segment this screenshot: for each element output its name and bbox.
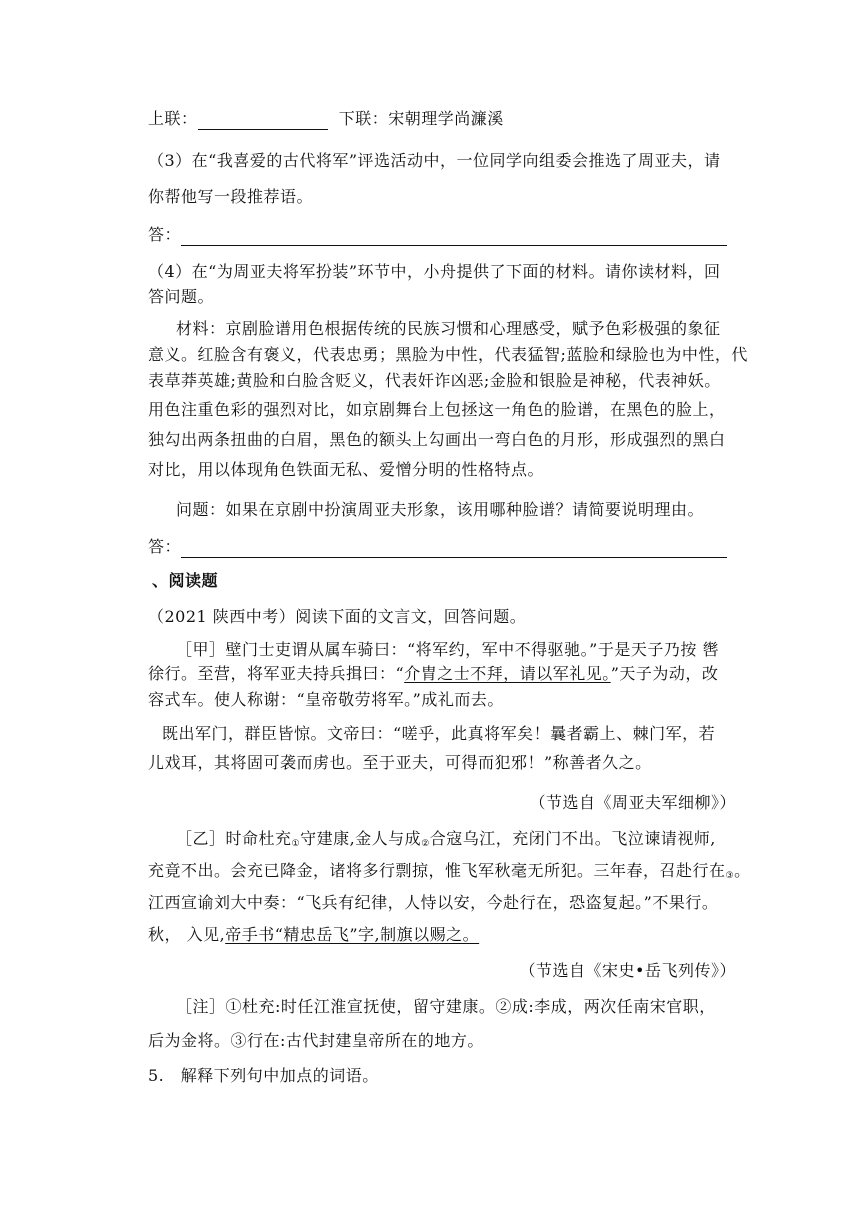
yi-line-4-pre: 秋， 入见, <box>148 925 226 944</box>
note-marker-3: ③ <box>725 871 735 881</box>
jia-line-1: ［甲］壁门士吏谓从属车骑曰：“将军约，军中不得驱驰。”于是天子乃按 辔 <box>176 640 719 659</box>
yi-source: （节选自《宋史•岳飞列传》） <box>519 961 736 980</box>
material-line-4: 用色注重色彩的强烈对比，如京剧舞台上包拯这一角色的脸谱，在黑色的脸上， <box>148 400 726 419</box>
q4-answer-blank[interactable] <box>181 539 727 558</box>
yi-line-1-c: 合寇乌江，充闭门不出。飞泣谏请视师, <box>429 829 716 848</box>
yi-line-1 <box>176 828 716 855</box>
yi-line-3: 江西宣谕刘大中奏：“飞兵有纪律，人恃以安，今赴行在，恐盗复起。”不果行。 <box>148 893 719 912</box>
q4-answer-line <box>148 536 727 558</box>
upper-couplet-label: 上联： <box>148 109 198 128</box>
q3-answer-label: 答： <box>148 225 182 244</box>
q3-answer-line <box>148 224 727 246</box>
jia-line-4: 既出军门，群臣皆惊。文帝曰：“嗟乎，此真将军矣！曩者霸上、棘门军，若 <box>162 724 716 743</box>
jia-line-3: 容式车。使人称谢：“皇帝敬劳将军。”成礼而去。 <box>148 690 504 709</box>
material-line-5: 独勾出两条扭曲的白眉，黑色的额头上勾画出一弯白色的月形，形成强烈的黑白 <box>148 430 726 449</box>
jia-underlined-sentence: 介胄之士不拜，请以军礼见。 <box>404 664 611 683</box>
note-marker-2: ② <box>421 839 430 849</box>
q3-line-2: 你帮他写一段推荐语。 <box>148 187 314 206</box>
material-line-3: 表草莽英雄;黄脸和白脸含贬义，代表奸诈凶恶;金脸和银脸是神秘，代表神妖。 <box>148 371 721 390</box>
notes-line-1: ［注］①杜充:时任江淮宣抚使，留守建康。②成:李成，两次任南宋官职， <box>176 997 716 1016</box>
note-marker-1: ① <box>291 839 301 849</box>
jia-line-2-pre: 徐行。至营，将军亚夫持兵揖曰：“ <box>148 664 405 683</box>
yi-line-4 <box>148 924 479 946</box>
material-line-2: 意义。红脸含有褒义，代表忠勇；黑脸为中性，代表猛智;蓝脸和绿脸也为中性，代 <box>148 345 748 364</box>
material-line-1: 材料：京剧脸谱用色根据传统的民族习惯和心理感受，赋予色彩极强的象征 <box>176 319 721 338</box>
q4-line-2: 答问题。 <box>148 287 215 306</box>
upper-couplet-blank[interactable] <box>198 111 328 130</box>
yi-line-2-a: 充竟不出。会充已降金，诸将多行剽掠，惟飞军秋毫无所犯。三年春，召赴行在 <box>148 861 726 880</box>
q3-answer-blank[interactable] <box>181 227 727 246</box>
yi-underlined-sentence: 帝手书“精忠岳飞”字,制旗以赐之。 <box>225 925 480 944</box>
yi-line-1-b: 守建康,金人与成 <box>300 829 422 848</box>
notes-line-2: 后为金将。③行在:古代封建皇帝所在的地方。 <box>148 1031 484 1050</box>
reading-heading: 、阅读题 <box>152 571 219 590</box>
q5-prompt: 5. 解释下列句中加点的词语。 <box>148 1066 379 1085</box>
jia-line-2-post: ”天子为动，改 <box>610 664 719 683</box>
yi-line-1-a: ［乙］时命杜充 <box>176 829 292 848</box>
q3-line-1: （3）在“我喜爱的古代将军”评选活动中，一位同学向组委会推选了周亚夫，请 <box>148 151 721 170</box>
yi-line-2-b: 。 <box>734 861 751 880</box>
couplet-line <box>148 108 504 130</box>
q4-line-1: （4）在“为周亚夫将军扮装”环节中，小舟提供了下面的材料。请你读材料，回 <box>148 262 721 281</box>
material-line-6: 对比，用以体现角色铁面无私、爱憎分明的性格特点。 <box>148 460 545 479</box>
lower-couplet-label: 下联： <box>338 109 389 128</box>
jia-line-2 <box>148 663 718 685</box>
jia-source: （节选自《周亚夫军细柳》） <box>529 793 736 812</box>
jia-line-5: 儿戏耳，其将固可袭而虏也。至于亚夫，可得而犯邪！”称善者久之。 <box>148 753 652 772</box>
reading-intro: （2021 陕西中考）阅读下面的文言文，回答问题。 <box>148 607 527 626</box>
lower-couplet-text: 宋朝理学尚濂溪 <box>388 109 504 128</box>
q4-answer-label: 答： <box>148 537 182 556</box>
yi-line-2 <box>148 860 751 887</box>
q4-question: 问题：如果在京剧中扮演周亚夫形象，该用哪种脸谱？请简要说明理由。 <box>176 500 705 519</box>
